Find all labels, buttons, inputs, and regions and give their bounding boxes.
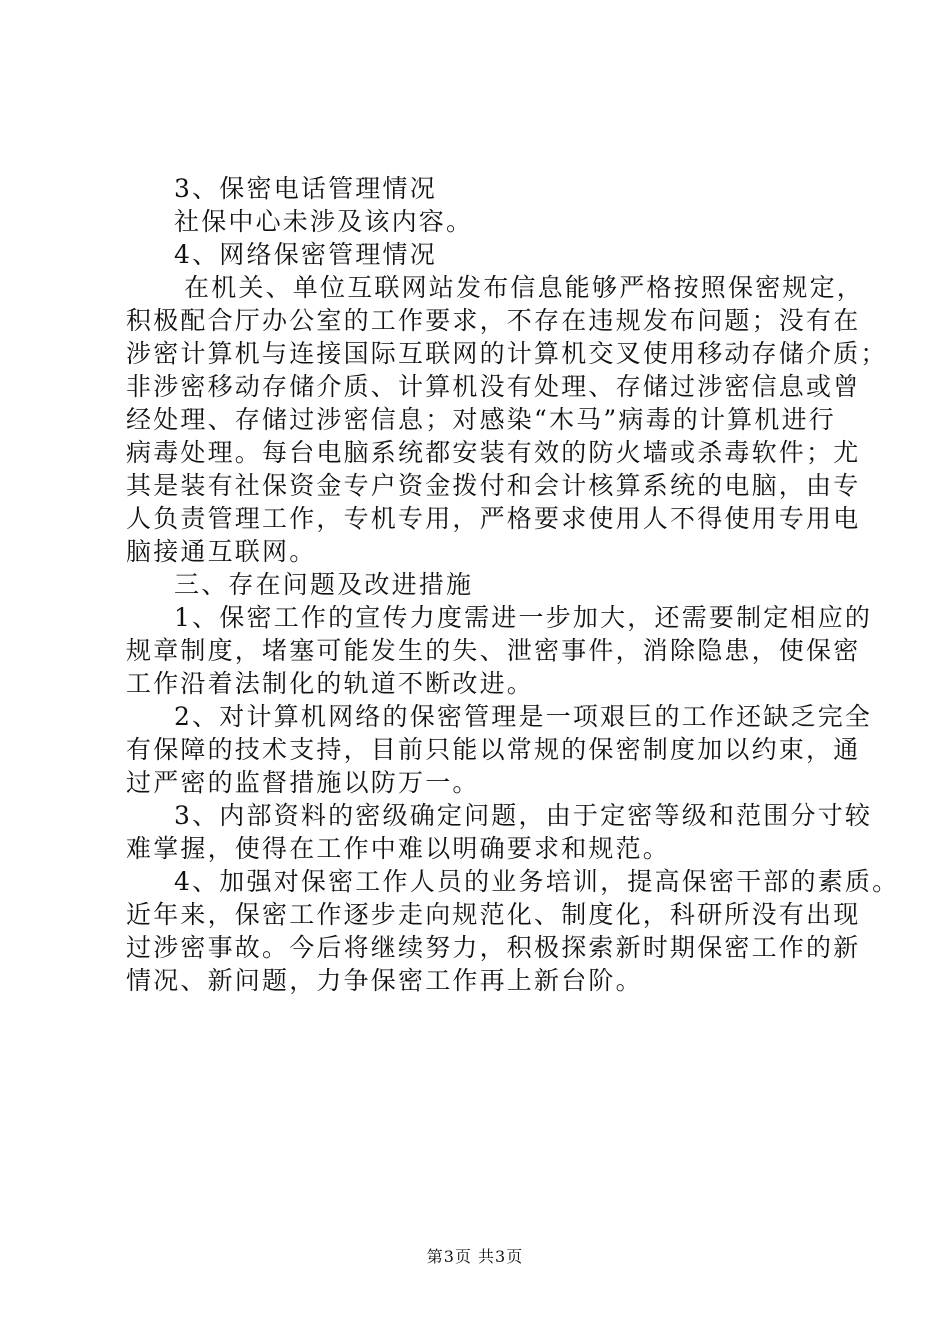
paragraph-line: 病毒处理。每台电脑系统都安装有效的防火墙或杀毒软件；尤 [126, 438, 861, 467]
paragraph-line: 2、对计算机网络的保密管理是一项艰巨的工作还缺乏完全 [174, 702, 873, 731]
paragraph-line: 4、加强对保密工作人员的业务培训，提高保密干部的素质。 [174, 867, 900, 896]
paragraph-line: 经处理、存储过涉密信息；对感染“木马”病毒的计算机进行 [126, 405, 836, 434]
paragraph-line: 4、网络保密管理情况 [174, 240, 437, 269]
paragraph-line: 在机关、单位互联网站发布信息能够严格按照保密规定， [184, 273, 865, 302]
paragraph-line: 积极配合厅办公室的工作要求，不存在违规发布问题；没有在 [126, 306, 861, 335]
paragraph-line: 非涉密移动存储介质、计算机没有处理、存储过涉密信息或曾 [126, 372, 861, 401]
paragraph-line: 难掌握，使得在工作中难以明确要求和规范。 [126, 834, 671, 863]
paragraph-line: 过涉密事故。今后将继续努力，积极探索新时期保密工作的新 [126, 933, 861, 962]
paragraph-line: 有保障的技术支持，目前只能以常规的保密制度加以约束，通 [126, 735, 861, 764]
paragraph-line: 1、保密工作的宣传力度需进一步加大，还需要制定相应的 [174, 603, 873, 632]
paragraph-line: 涉密计算机与连接国际互联网的计算机交叉使用移动存储介质； [126, 339, 888, 368]
paragraph-line: 其是装有社保资金专户资金拨付和会计核算系统的电脑，由专 [126, 471, 861, 500]
paragraph-line: 3、内部资料的密级确定问题，由于定密等级和范围分寸较 [174, 801, 873, 830]
paragraph-line: 3、保密电话管理情况 [174, 174, 437, 203]
paragraph-line: 三、存在问题及改进措施 [174, 570, 474, 599]
paragraph-line: 情况、新问题，力争保密工作再上新台阶。 [126, 966, 643, 995]
page-number-footer: 第3页 共3页 [426, 1247, 524, 1266]
paragraph-line: 过严密的监督措施以防万一。 [126, 768, 480, 797]
paragraph-line: 社保中心未涉及该内容。 [174, 207, 474, 236]
paragraph-line: 人负责管理工作，专机专用，严格要求使用人不得使用专用电 [126, 504, 861, 533]
document-body [126, 172, 900, 997]
paragraph-line: 近年来，保密工作逐步走向规范化、制度化，科研所没有出现 [126, 900, 861, 929]
paragraph-line: 工作沿着法制化的轨道不断改进。 [126, 669, 535, 698]
paragraph-line: 规章制度，堵塞可能发生的失、泄密事件，消除隐患，使保密 [126, 636, 861, 665]
paragraph-line: 脑接通互联网。 [126, 537, 317, 566]
